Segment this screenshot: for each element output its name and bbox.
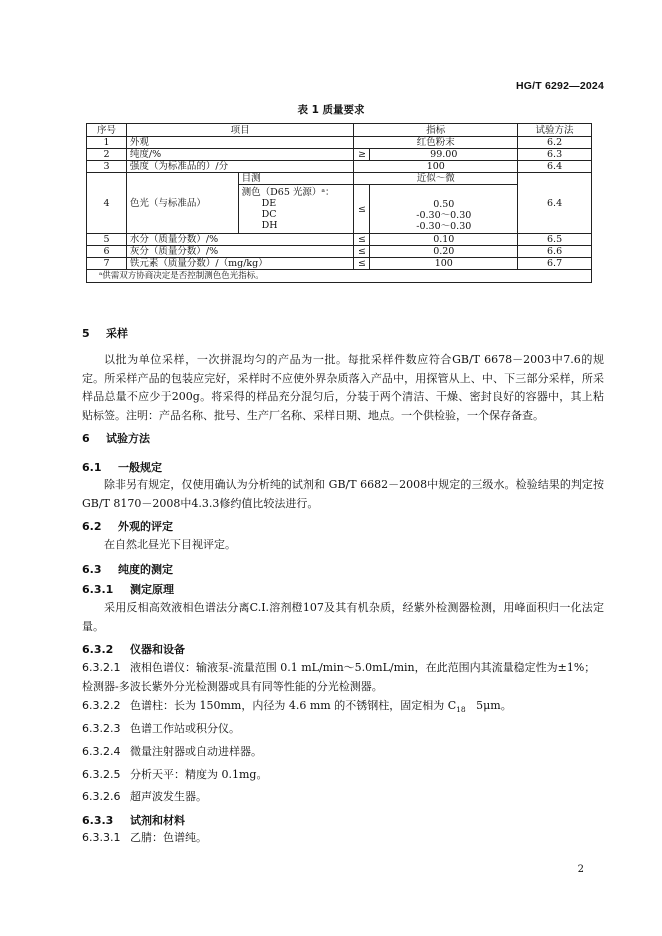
cell-visual-index: 近似～微 [354, 173, 518, 185]
clause-number: 6.3.2.1 [82, 661, 121, 674]
table-row [87, 234, 592, 246]
section-6-3-1-heading [82, 581, 174, 597]
cell-method: 6.4 [518, 173, 592, 234]
clause-6-3-2-4 [82, 743, 604, 762]
section-title: 一般规定 [118, 461, 162, 474]
cell-no: 5 [87, 234, 127, 246]
table-header-row [87, 124, 592, 137]
section-6-3-heading [82, 561, 173, 577]
section-title: 测定原理 [130, 583, 174, 596]
cell-index: 99.00 [370, 149, 518, 161]
cell-method: 6.6 [518, 246, 592, 258]
section-number: 6.3 [82, 563, 102, 576]
header-no: 序号 [87, 124, 127, 137]
cell-item: 纯度/% [126, 149, 354, 161]
table-row [87, 137, 592, 149]
cell-item: 强度（为标准品的）/分 [126, 161, 354, 173]
section-title: 试验方法 [106, 432, 150, 445]
cell-item: 色光（与标准品） [126, 173, 238, 234]
table-footnote-row [87, 270, 592, 283]
cell-symbol: ≤ [354, 234, 370, 246]
cell-index: 0.20 [370, 246, 518, 258]
cell-item: 灰分（质量分数）/% [126, 246, 354, 258]
de-value: 0.50 [433, 199, 455, 210]
clause-text: 超声波发生器。 [130, 790, 207, 803]
section-title: 仪器和设备 [130, 643, 185, 656]
quality-requirements-table [86, 123, 592, 283]
section-number: 6.3.3 [82, 814, 114, 827]
cell-method: 6.2 [518, 137, 592, 149]
clause-6-3-2-5 [82, 766, 604, 785]
cell-index: 0.10 [370, 234, 518, 246]
clause-6-3-2-1 [82, 659, 604, 696]
cell-symbol: ≤ [354, 185, 370, 234]
clause-text: 分析天平：精度为 0.1mg。 [130, 768, 268, 781]
section-title: 纯度的测定 [118, 563, 173, 576]
clause-text: 色谱柱：长为 150mm，内径为 4.6 mm 的不锈钢柱，固定相为 C [130, 699, 457, 712]
section-title: 采样 [106, 327, 128, 340]
clause-text: 液相色谱仪：输液泵-流量范围 0.1 mL/min～5.0mL/min，在此范围内其流量稳定性为±1%；检测器-多波长紫外分光检测器或具有同等性能的分光检测器。 [82, 661, 596, 693]
cell-no: 6 [87, 246, 127, 258]
cell-item: 水分（质量分数）/% [126, 234, 354, 246]
clause-6-3-2-6 [82, 788, 604, 807]
header-index: 指标 [354, 124, 518, 137]
cell-method: 6.7 [518, 258, 592, 270]
clause-number: 6.3.2.2 [82, 699, 121, 712]
cell-index: 红色粉末 [354, 137, 518, 149]
header-item: 项目 [126, 124, 354, 137]
section-title: 外观的评定 [118, 520, 173, 533]
clause-6-3-3-1 [82, 829, 604, 848]
cell-symbol: ≤ [354, 246, 370, 258]
clause-text: 乙腈：色谱纯。 [130, 831, 207, 844]
section-number: 6.1 [82, 461, 102, 474]
table-footnote: ᵃ供需双方协商决定是否控制测色色光指标。 [87, 270, 592, 283]
cell-colorimeter [238, 185, 354, 234]
section-number: 5 [82, 327, 90, 340]
section-title: 试剂和材料 [130, 814, 185, 827]
cell-no: 4 [87, 173, 127, 234]
cell-symbol: ≥ [354, 149, 370, 161]
section-6-1-heading [82, 459, 162, 475]
cell-item: 外观 [126, 137, 354, 149]
header-method: 试验方法 [518, 124, 592, 137]
document-code: HG/T 6292—2024 [515, 80, 604, 92]
table-row [87, 173, 592, 185]
clause-number: 6.3.2.4 [82, 745, 121, 758]
clause-number: 6.3.3.1 [82, 831, 121, 844]
section-6-3-3-heading [82, 812, 185, 828]
clause-text-tail: 5μm。 [465, 699, 512, 712]
table-row [87, 258, 592, 270]
section-6-2-heading [82, 518, 173, 534]
cell-visual-label: 目测 [238, 173, 354, 185]
dh-value: -0.30～0.30 [416, 221, 472, 232]
section-5-paragraph: 以批为单位采样，一次拼混均匀的产品为一批。每批采样件数应符合GB/T 6678－2003中7.6的规定。所采样产品的包装应完好，采样时不应使外界杂质落入产品中，用探管从上、中、下三部分采样，所采样品总量不应少于200g。将采得的样品充分混匀后，分装于两个清洁、干燥、密封良好的容器中，其上粘贴标签。注明：产品名称、批号、生产厂名称、采样日期、地点。一个供检验，一个保存备查。 [82, 353, 604, 422]
clause-number: 6.3.2.5 [82, 768, 121, 781]
section-6-1-paragraph: 除非另有规定，仅使用确认为分析纯的试剂和 GB/T 6682－2008中规定的三级水。检验结果的判定按GB/T 8170－2008中4.3.3修约值比较法进行。 [82, 478, 604, 510]
cell-color-values [370, 185, 518, 234]
section-6-3-1-paragraph: 采用反相高效液相色谱法分离C.I.溶剂橙107及其有机杂质，经紫外检测器检测，用峰面积归一化法定量。 [82, 601, 604, 633]
cell-method: 6.3 [518, 149, 592, 161]
dc-value: -0.30～0.30 [416, 210, 472, 221]
clause-number: 6.3.2.3 [82, 722, 121, 735]
cell-no: 3 [87, 161, 127, 173]
cell-no: 1 [87, 137, 127, 149]
cell-index: 100 [354, 161, 518, 173]
section-number: 6.2 [82, 520, 102, 533]
clause-6-3-2-3 [82, 720, 604, 739]
table-row [87, 149, 592, 161]
cell-method: 6.4 [518, 161, 592, 173]
colorimeter-label: 测色（D65 光源）ᵃ： [241, 187, 335, 198]
clause-text: 色谱工作站或积分仪。 [130, 722, 240, 735]
clause-6-3-2-2 [82, 697, 604, 720]
cell-no: 2 [87, 149, 127, 161]
subscript: 18 [456, 705, 466, 715]
table-row [87, 246, 592, 258]
clause-text: 微量注射器或自动进样器。 [130, 745, 262, 758]
page-number: 2 [577, 864, 584, 875]
cell-item: 铁元素（质量分数）/（mg/kg） [126, 258, 354, 270]
section-6-heading [82, 430, 150, 446]
cell-index: 100 [370, 258, 518, 270]
section-5-heading [82, 325, 128, 341]
section-6-3-2-heading [82, 641, 185, 657]
de-label: DE [261, 198, 277, 209]
section-number: 6.3.2 [82, 643, 114, 656]
cell-symbol: ≤ [354, 258, 370, 270]
cell-no: 7 [87, 258, 127, 270]
dh-label: DH [261, 220, 278, 231]
section-number: 6.3.1 [82, 583, 114, 596]
cell-method: 6.5 [518, 234, 592, 246]
dc-label: DC [261, 209, 277, 220]
table-title: 表 1 质量要求 [297, 104, 365, 116]
table-row [87, 161, 592, 173]
clause-number: 6.3.2.6 [82, 790, 121, 803]
section-number: 6 [82, 432, 90, 445]
section-6-2-paragraph: 在自然北昼光下目视评定。 [104, 538, 236, 551]
